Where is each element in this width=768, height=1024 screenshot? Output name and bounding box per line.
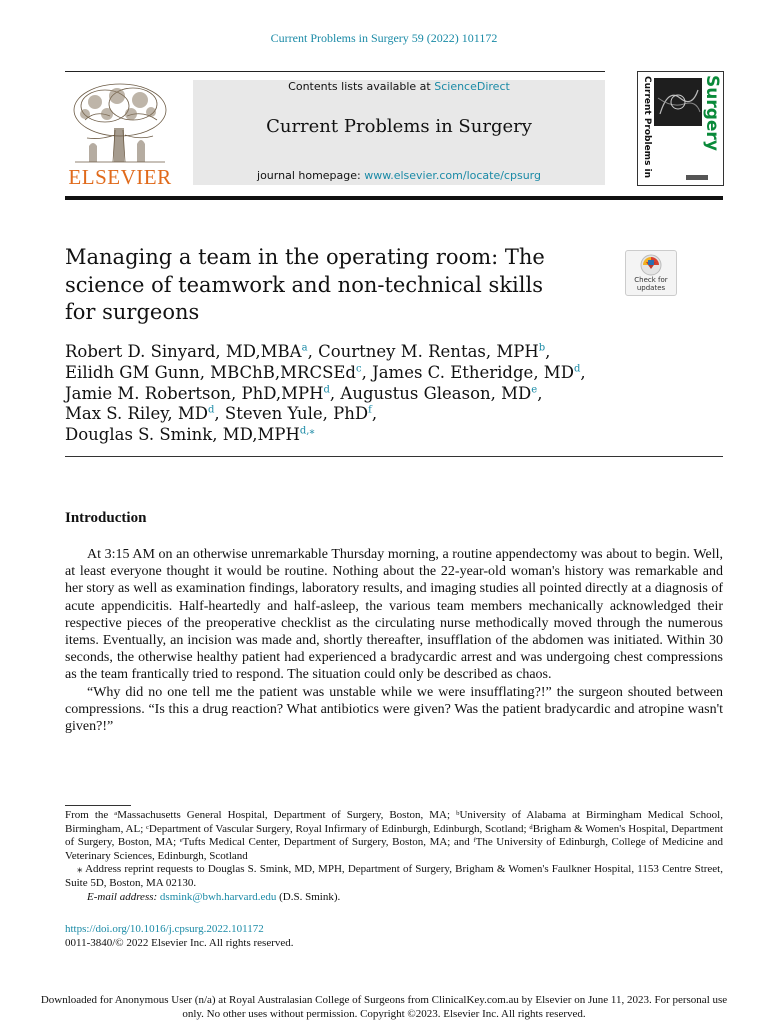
section-heading-introduction: Introduction: [65, 510, 147, 526]
article-title: [65, 244, 605, 327]
author-affiliation-link[interactable]: d,⁎: [299, 425, 315, 437]
publisher-wordmark: ELSEVIER: [68, 165, 172, 189]
check-updates-icon: [640, 254, 662, 276]
journal-title: Current Problems in Surgery: [266, 116, 532, 137]
author-affiliation-link[interactable]: b: [538, 342, 546, 354]
cover-publisher-mark: [686, 175, 708, 182]
author-line: [65, 425, 665, 446]
author-line: Max S. Riley, $MD^d$, Steven Yule, PhD$^f$,: [65, 404, 378, 424]
doi-block: [65, 922, 294, 950]
footnote-divider: [65, 805, 131, 806]
author-email-link[interactable]: dsmink@bwh.harvard.edu: [159, 890, 277, 903]
journal-cover-image[interactable]: [637, 71, 724, 186]
author-affiliation-link[interactable]: c: [355, 363, 362, 375]
author-affiliation-link[interactable]: e: [531, 384, 538, 396]
author-line: Jamie M. Robertson, PhD,MPH$^d$, Augustus Gleason, MDe,: [65, 383, 543, 403]
body-paragraph: At 3:15 AM on an otherwise unremarkable Thursday morning, a routine appendectomy was about to begin. Well, at least everyone thought it would be routine. Nothing about the 22-year-old woman's history was remarkable and her story as well as examination findings, laboratory results, and imaging studies all pointed directly at a diagnosis of acute appendicitis. Half-heartedly and half-asleep, the various team members mechanically acknowledged their respective pieces of the preoperative checklist as the circulating nurse methodically moved through the numerous items. Eventually, an incision was made and, shortly thereafter, insufflation of the abdomen was initiated. Within 30 seconds, the otherwise healthy patient had experienced a bradycardic arrest and was undergoing chest compressions as the team frantically tried to respond. The situation could only be described as chaos.: [65, 547, 723, 683]
email-footnote: [65, 891, 723, 905]
journal-citation[interactable]: Current Problems in Surgery 59 (2022) 101172: [270, 31, 498, 45]
email-label: E-mail address:: [87, 890, 160, 903]
title-line-1: Managing a team in the operating room: The: [65, 245, 545, 269]
cover-artwork: [654, 78, 702, 126]
author-list: [65, 342, 665, 446]
author-affiliation-link[interactable]: d: [573, 363, 581, 375]
authors-divider: [65, 456, 723, 457]
masthead-top-rule: [65, 71, 605, 72]
article-body: [65, 546, 723, 735]
author-name: Eilidh GM Gunn, MBChB,MRCSEd: [65, 362, 356, 382]
author-name: Courtney M. Rentas, MPH: [318, 342, 539, 361]
cover-footer-icon: [686, 175, 708, 180]
doi-link[interactable]: https://doi.org/10.1016/j.cpsurg.2022.101172: [65, 923, 264, 935]
masthead-bottom-rule: [65, 196, 723, 200]
author-name: Max S. Riley, MD: [65, 404, 208, 424]
journal-masthead: [193, 80, 605, 185]
cover-title-surgery: Surgery: [702, 75, 722, 151]
author-name: Steven Yule, PhD: [224, 404, 369, 424]
author-name: Douglas S. Smink, MD,MPH: [65, 425, 300, 445]
sciencedirect-link[interactable]: ScienceDirect: [434, 80, 510, 93]
title-line-3: for surgeons: [65, 300, 200, 324]
elsevier-logo[interactable]: [65, 80, 175, 188]
download-notice: Downloaded for Anonymous User (n/a) at Royal Australasian College of Surgeons from ClinicalKey.com.au by Elsevier on June 11, 2023. For personal use only. No other uses without permission. Copyright ©2023. Elsevier Inc. All rights reserved.: [40, 994, 728, 1020]
body-paragraph: “Why did no one tell me the patient was unstable while we were insufflating?!” the surgeon shouted between compressions. “Is this a drug reaction? What antibiotics were given? Was the patient bradycardic and atropine wasn't given?!”: [65, 684, 723, 735]
author-affiliation-link[interactable]: a: [301, 342, 308, 354]
author-name: Augustus Gleason, MD: [340, 383, 532, 403]
journal-homepage-link[interactable]: www.elsevier.com/locate/cpsurg: [364, 169, 541, 182]
check-updates-line-2: updates: [636, 284, 666, 292]
copyright-line: 0011-3840/© 2022 Elsevier Inc. All rights reserved.: [65, 937, 294, 949]
reprint-footnote: ⁎ Address reprint requests to Douglas S. Smink, MD, MPH, Department of Surgery, Brigham & Women's Faulkner Hospital, 1153 Centre Street, Suite 5D, Boston, MA 02130.: [65, 863, 723, 889]
contents-prefix: Contents lists available at: [288, 80, 435, 93]
title-line-2: science of teamwork and non-technical skills: [65, 272, 543, 297]
author-affiliation-link[interactable]: d: [323, 384, 330, 396]
elsevier-tree-icon: [65, 80, 175, 166]
affiliations-footnote: From the ᵃMassachusetts General Hospital, Department of Surgery, Boston, MA; ᵇUniversity of Alabama at Birmingham Medical School, Birmingham, AL; ᶜDepartment of Vascular Surgery, Royal Infirmary of Edinburgh, Edinburgh, Scotland; ᵈBrigham & Women's Hospital, Department of Surgery, Boston, MA; ᵉTufts Medical Center, Department of Surgery, Boston, MA; and ᶠThe University of Edinburgh, College of Medicine and Veterinary Sciences, Edinburgh, Scotland: [65, 809, 723, 862]
email-suffix: (D.S. Smink).: [276, 890, 341, 903]
author-name: Robert D. Sinyard, MD,MBA: [65, 342, 302, 361]
check-for-updates-button[interactable]: [625, 250, 677, 296]
footnotes: [65, 809, 723, 904]
contents-line: [193, 80, 605, 94]
author-name: James C. Etheridge, MD: [372, 362, 574, 382]
cover-side-title: Current Problems in: [642, 76, 652, 179]
author-line: Eilidh GM Gunn, MBChB,MRCSEd$^c$, James C. Etheridge, $MD^d$,: [65, 362, 586, 382]
author-affiliation-link[interactable]: f: [368, 404, 372, 416]
homepage-prefix: journal homepage:: [257, 169, 365, 182]
author-affiliation-link[interactable]: d: [207, 404, 215, 416]
author-name: Jamie M. Robertson, PhD,MPH: [65, 383, 324, 403]
author-line: Robert D. Sinyard, MD,MBA$^a$, Courtney M. Rentas, MPH$^b$,: [65, 342, 551, 361]
cover-art-icon: [654, 78, 702, 126]
homepage-line: [193, 169, 605, 182]
check-updates-line-1: Check for: [634, 276, 668, 284]
